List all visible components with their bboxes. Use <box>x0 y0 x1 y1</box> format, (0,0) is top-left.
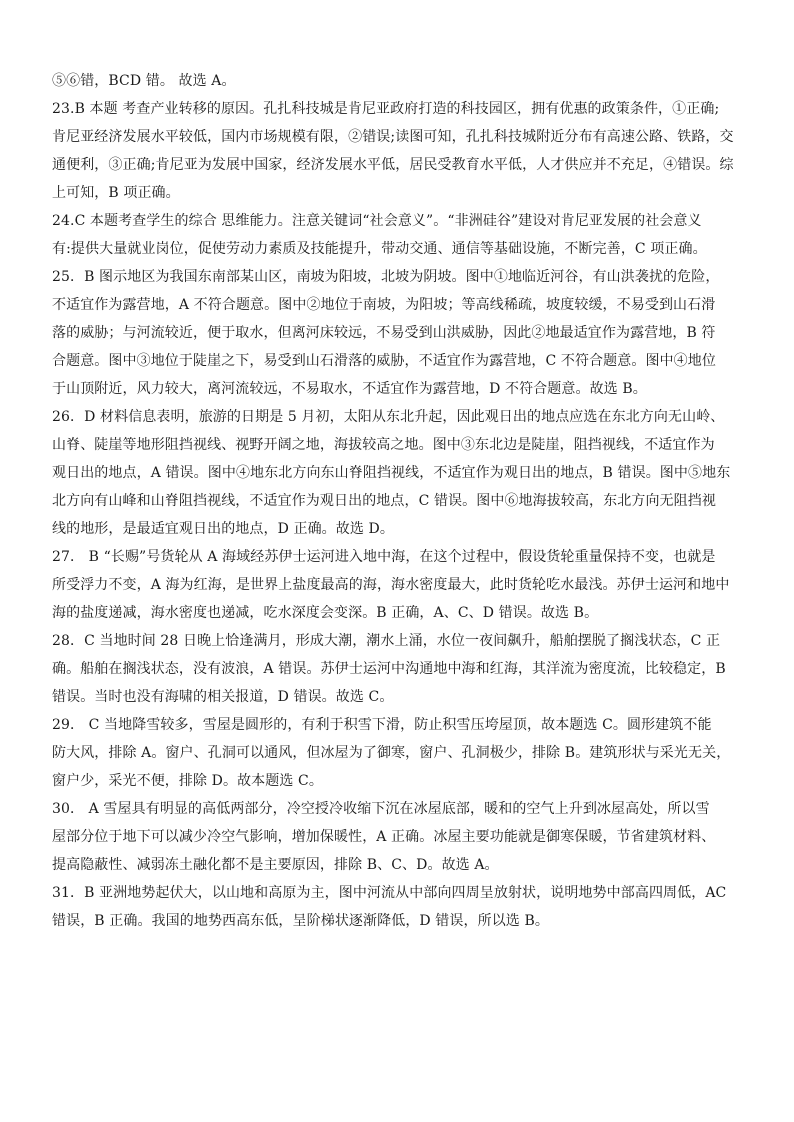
text-line: 合题意。图中③地位于陡崖之下，易受到山石滑落的威胁，不适宜作为露营地，C 不符合题意。图中④地位 <box>52 353 716 369</box>
text-line: 提高隐蔽性、减弱冻土融化都不是主要原因，排除 B、C、D。故选 A。 <box>52 857 499 873</box>
text-line: 不适宜作为露营地，A 不符合题意。图中②地位于南坡，为阳坡；等高线稀疏，坡度较缓，不易受到山石滑 <box>52 297 716 313</box>
text-line: 通便利，③正确;肯尼亚为发展中国家，经济发展水平低，居民受教育水平低，人才供应并不充足，④错误。综 <box>52 157 734 173</box>
text-line: 防大风，排除 A。窗户、孔洞可以通风，但冰屋为了御寒，窗户、孔洞极少，排除 B。建筑形状与采光无关， <box>52 745 731 761</box>
text-line: 26．D 材料信息表明，旅游的日期是 5 月初，太阳从东北升起，因此观日出的地点应选在东北方向无山岭、 <box>52 409 725 425</box>
text-line: ⑤⑥错，BCD 错。 故选 A。 <box>52 73 236 89</box>
text-line: 北方向有山峰和山脊阻挡视线，不适宜作为观日出的地点，C 错误。图中⑥地海拔较高，东北方向无阻挡视 <box>52 493 716 509</box>
text-line: 线的地形，是最适宜观日出的地点，D 正确。故选 D。 <box>52 521 394 537</box>
text-line: 有:提供大量就业岗位，促使劳动力素质及技能提升，带动交通、通信等基础设施，不断完善，C 项正确。 <box>52 241 707 257</box>
text-line: 所受浮力不变，A 海为红海，是世界上盐度最高的海，海水密度最大，此时货轮吃水最浅。苏伊士运河和地中 <box>52 577 730 593</box>
text-line: 31．B 亚洲地势起伏大，以山地和高原为主，图中河流从中部向四周呈放射状，说明地势中部高四周低，AC <box>52 885 727 901</box>
text-line: 25．B 图示地区为我国东南部某山区，南坡为阳坡，北坡为阴坡。图中①地临近河谷，有山洪袭扰的危险， <box>52 269 720 285</box>
text-line: 上可知，B 项正确。 <box>52 185 180 201</box>
answer-explanations <box>52 73 744 969</box>
text-line: 观日出的地点，A 错误。图中④地东北方向东山脊阻挡视线，不适宜作为观日出的地点，B 错误。图中⑤地东 <box>52 465 731 481</box>
text-line: 错误，B 正确。我国的地势西高东低，呈阶梯状逐渐降低，D 错误，所以选 B。 <box>52 913 549 929</box>
text-line: 30． A 雪屋具有明显的高低两部分，冷空授冷收缩下沉在冰屋底部，暖和的空气上升到冰屋高处，所以雪 <box>52 801 710 817</box>
text-line: 24.C 本题考查学生的综合 思维能力。注意关键词“社会意义”。“非洲硅谷”建设对肯尼亚发展的社会意义 <box>52 213 702 229</box>
text-line: 屋部分位于地下可以减少冷空气影响，增加保暖性，A 正确。冰屋主要功能就是御寒保暖，节省建筑材料、 <box>52 829 716 845</box>
text-line: 海的盐度递减，海水密度也递减，吃水深度会变深。B 正确，A、C、D 错误。故选 B。 <box>52 605 599 621</box>
text-line: 落的威胁；与河流较近，便于取水，但离河床较远，不易受到山洪威胁，因此②地最适宜作为露营地，B 符 <box>52 325 716 341</box>
text-line: 确。船舶在搁浅状态，没有波浪，A 错误。苏伊士运河中沟通地中海和红海，其洋流为密度流，比较稳定，B <box>52 661 726 677</box>
text-line <box>52 941 744 957</box>
text-line: 23.B 本题 考查产业转移的原因。孔扎科技城是肯尼亚政府打造的科技园区，拥有优惠的政策条件，①正确; <box>52 101 720 117</box>
text-line: 窗户少，采光不便，排除 D。故本题选 C。 <box>52 773 323 789</box>
text-line: 27． B “长赐”号货轮从 A 海域经苏伊士运河进入地中海，在这个过程中，假设货轮重量保持不变，也就是 <box>52 549 716 565</box>
text-line: 山脊、陡崖等地形阻挡视线、视野开阔之地，海拔较高之地。图中③东北边是陡崖，阻挡视线，不适宜作为 <box>52 437 715 453</box>
text-line: 肯尼亚经济发展水平较低，国内市场规模有限，②错误;读图可知，孔扎科技城附近分布有高速公路、铁路，交 <box>52 129 734 145</box>
text-line: 29． C 当地降雪较多，雪屋是圆形的，有利于积雪下滑，防止积雪压垮屋顶，故本题选 C。圆形建筑不能 <box>52 717 712 733</box>
text-line: 28．C 当地时间 28 日晚上恰逢满月，形成大潮，潮水上涌，水位一夜间飙升，船舶摆脱了搁浅状态，C 正 <box>52 633 721 649</box>
text-line: 于山顶附近，风力较大，离河流较远，不易取水，不适宜作为露营地，D 不符合题意。故选 B。 <box>52 381 647 397</box>
text-line: 错误。当时也没有海啸的相关报道，D 错误。故选 C。 <box>52 689 394 705</box>
